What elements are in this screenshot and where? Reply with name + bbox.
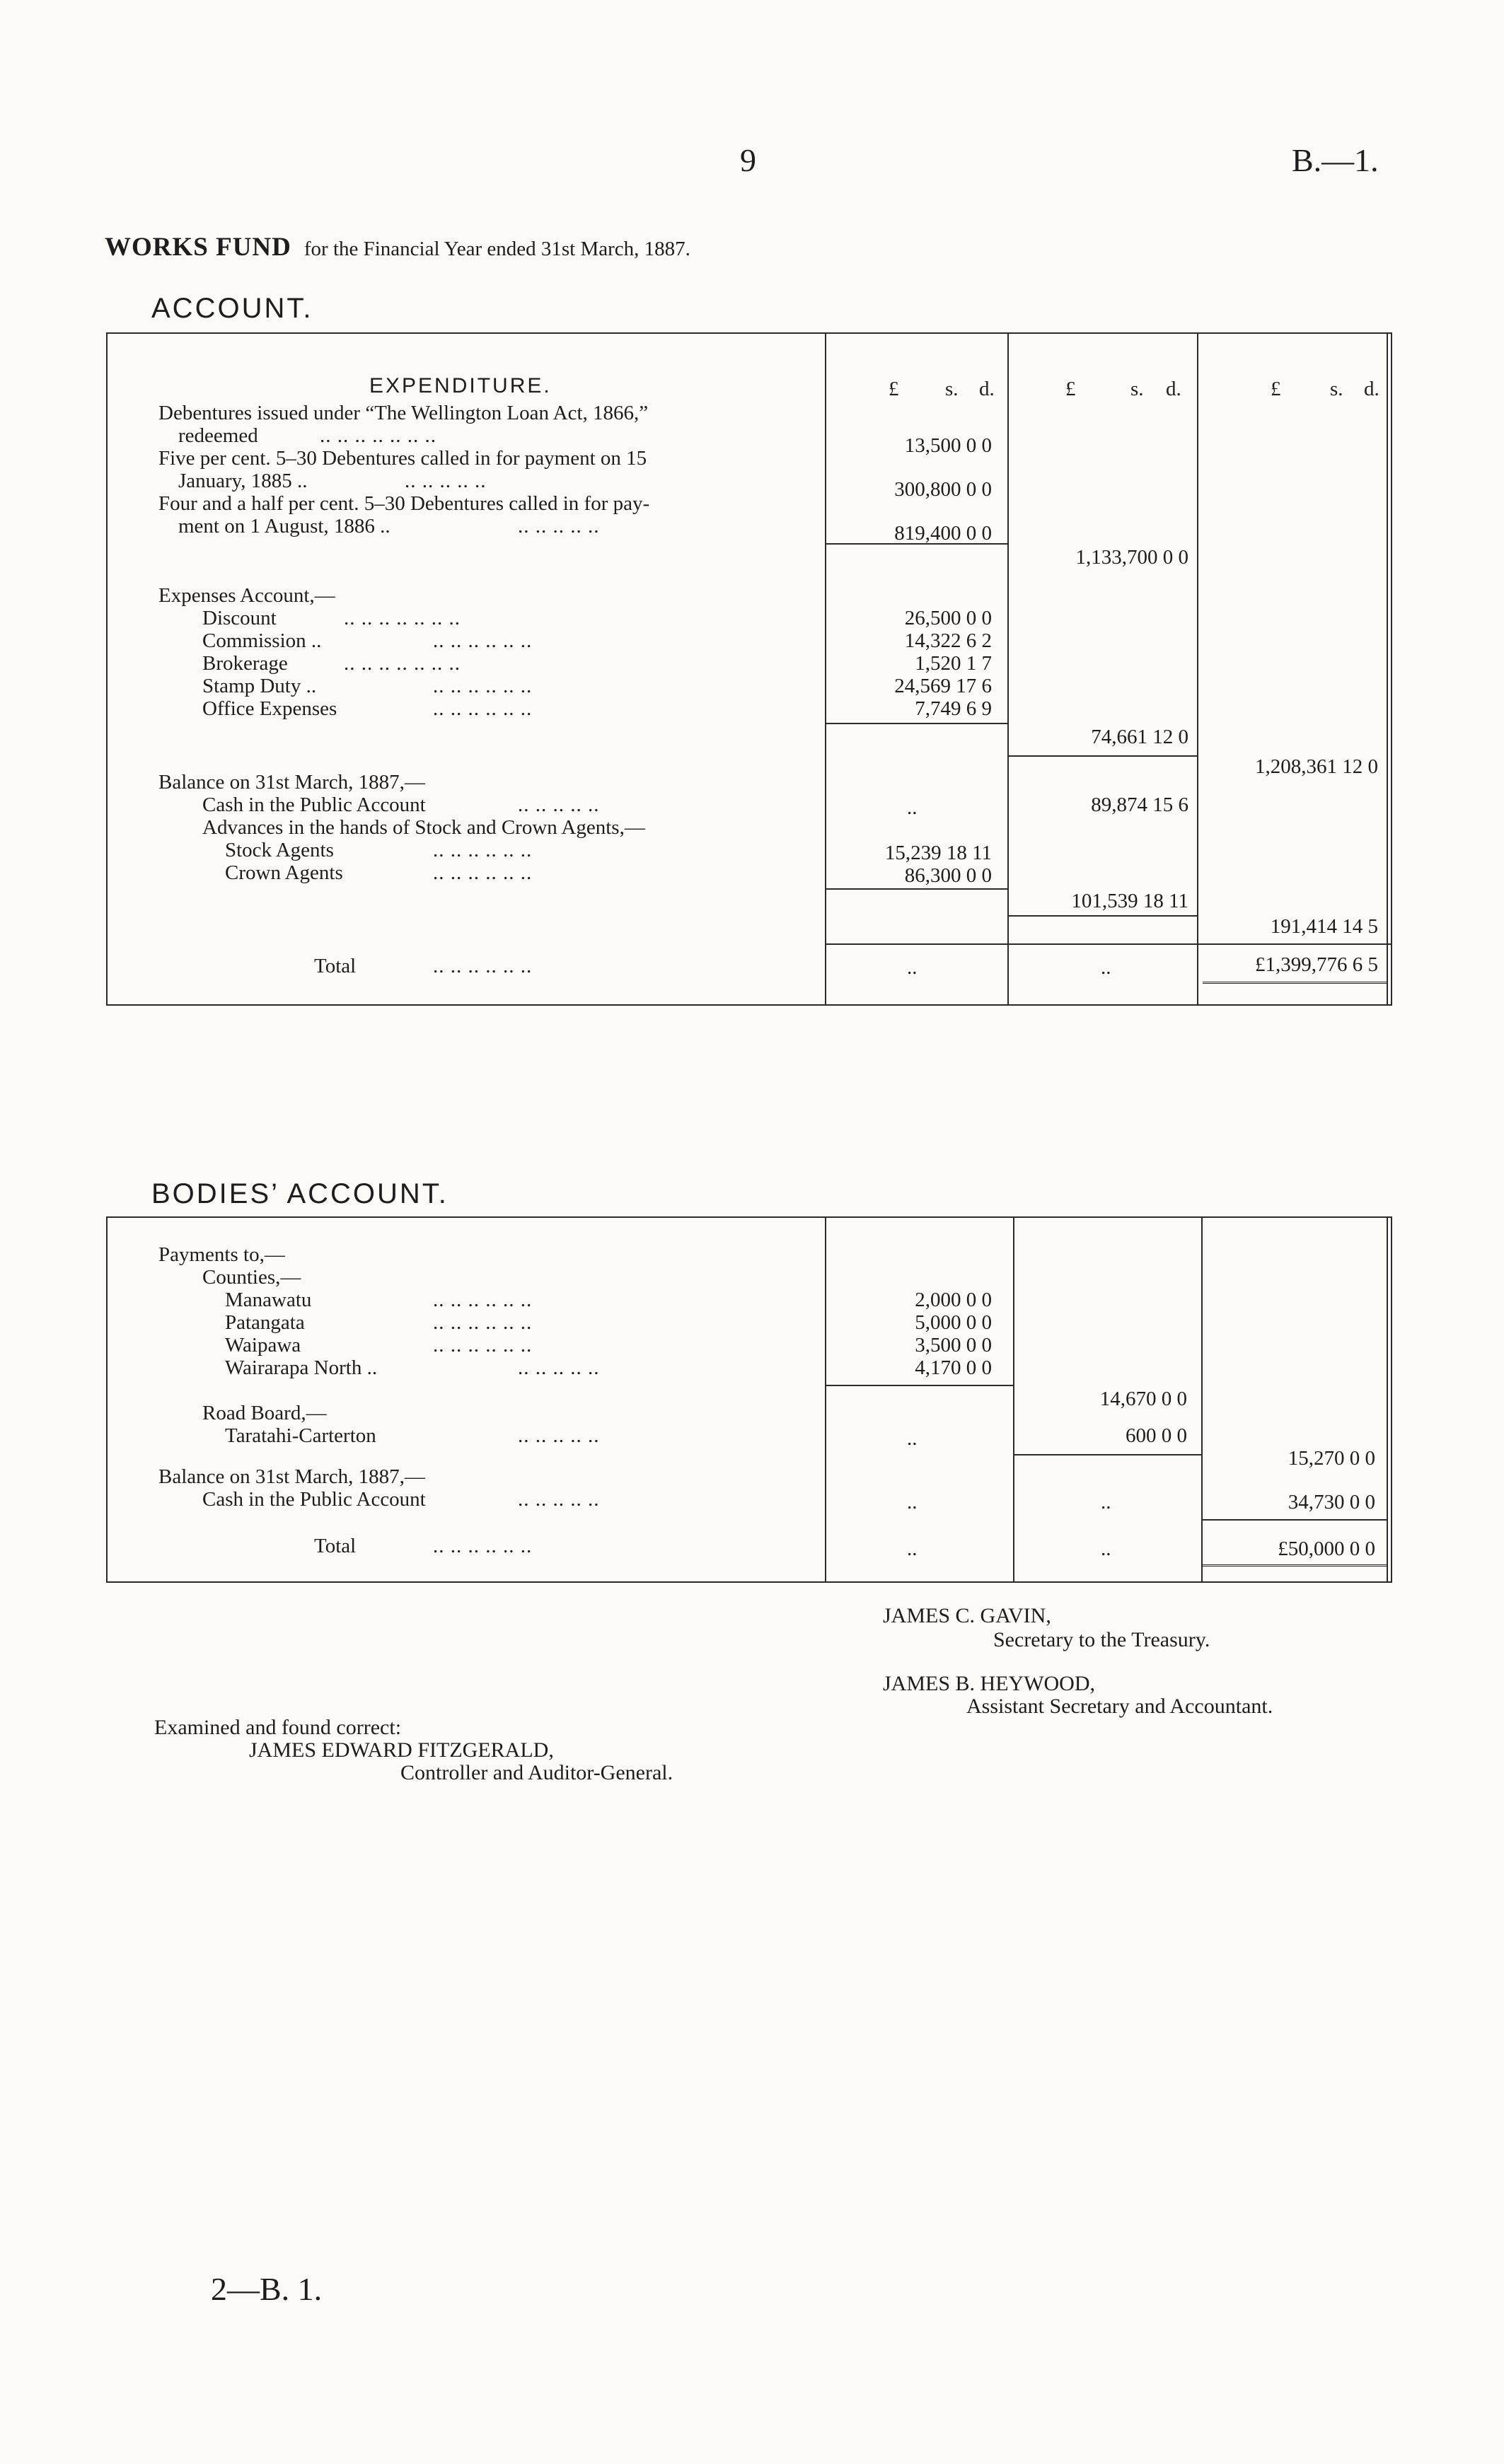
col3-pound: £ <box>1271 378 1281 400</box>
account-cash-value: 89,874 15 6 <box>1091 794 1188 816</box>
account-cash-dots: .. <box>907 796 918 819</box>
debentures-2-line-b: January, 1885 .. <box>178 470 308 492</box>
bodies-total-label: Total <box>314 1535 357 1557</box>
bodies-account-heading: BODIES’ ACCOUNT. <box>151 1178 449 1209</box>
expenses-subtotal: 74,661 12 0 <box>1091 726 1188 748</box>
col2-pence: d. <box>1166 378 1181 400</box>
debentures-1-line-a: Debentures issued under “The Wellington Loan Act, 1866,” <box>158 402 649 424</box>
balance-total: 191,414 14 5 <box>1270 915 1378 938</box>
fitzgerald-title: Controller and Auditor-General. <box>400 1761 673 1784</box>
waipawa-value: 3,500 0 0 <box>915 1334 992 1356</box>
debentures-1-line-b: redeemed <box>178 424 258 447</box>
works-fund-account-table: EXPENDITURE. £ s. d. £ s. d. £ s. d. Debentures issued under “The Wellington Loan Act, 1866,” redeemed .. .. .. .. .. .. .. 13,500 0 0 Five per cent. 5–30 Debentures called in for payment on 15 January, 1885 .. .. .. .. .. .. 300,800 0 0 Four and a half per cent. 5–30 Debentures called in for pay- ment on 1 August, 1886 .. .. .. .. .. .. 819,400 0 0 1,133,700 0 0 Expenses Account,— Discount .. .. .. .. .. .. .. 26,500 0 0 Commission .. .. .. .. .. .. .. 14,322 6 2 Brokerage .. .. .. .. .. .. .. 1,520 1 7 Stamp Duty .. .. .. .. .. .. .. 24,569 17 6 Office Expenses .. .. .. .. .. .. 7,749 6 9 74,661 12 0 1,208,361 12 0 Balance on 31st March, 1887,— Cash in the Public Account .. .. .. .. .. .. 89,874 15 6 Advances in the hands of Stock and Crown Agents,— Stock Agents .. .. .. .. .. .. 15,239 18 11 Crown Agents .. .. .. .. .. .. 86,300 0 0 101,539 18 11 191,414 14 5 Total .. .. .. .. .. .. .. .. £1,399,776 6 5 <box>106 332 1392 1006</box>
heywood-title: Assistant Secretary and Accountant. <box>966 1695 1273 1718</box>
account-cash-label: Cash in the Public Account <box>202 794 426 816</box>
debentures-2-line-a: Five per cent. 5–30 Debentures called in for payment on 15 <box>158 447 647 470</box>
fund-title-period: for the Financial Year ended 31st March, 1887. <box>303 238 690 260</box>
expenditure-label: EXPENDITURE. <box>369 374 552 397</box>
office-expenses-label: Office Expenses <box>202 697 337 720</box>
brokerage-label: Brokerage <box>202 652 288 675</box>
taratahi-carterton-value: 600 0 0 <box>1126 1424 1187 1447</box>
debentures-3-value: 819,400 0 0 <box>894 522 992 545</box>
manawatu-value: 2,000 0 0 <box>915 1289 992 1311</box>
debentures-2-value: 300,800 0 0 <box>894 478 992 501</box>
page-number: 9 <box>740 142 756 178</box>
taratahi-carterton-label: Taratahi-Carterton <box>225 1424 376 1447</box>
advances-label: Advances in the hands of Stock and Crown Agents,— <box>202 816 645 839</box>
office-expenses-value: 7,749 6 9 <box>915 697 992 720</box>
fund-title <box>105 232 690 262</box>
counties-heading: Counties,— <box>202 1266 301 1289</box>
col3-pence: d. <box>1364 378 1379 400</box>
col2-shilling: s. <box>1130 378 1144 400</box>
expenditure-total: 1,208,361 12 0 <box>1255 755 1378 778</box>
bodies-cash-dots-2: .. <box>1101 1491 1111 1513</box>
payments-heading: Payments to,— <box>158 1243 285 1266</box>
payments-total: 15,270 0 0 <box>1288 1447 1375 1470</box>
debentures-subtotal: 1,133,700 0 0 <box>1075 546 1188 569</box>
bodies-account-table: Payments to,— Counties,— Manawatu .. .. .. .. .. .. 2,000 0 0 Patangata .. .. .. .. .. .. 5,000 0 0 Waipawa .. .. .. .. .. .. 3,500 0 0 Wairarapa North .. .. .. .. .. .. 4,170 0 0 14,670 0 0 Road Board,— Taratahi-Carterton .. .. .. .. .. .. 600 0 0 15,270 0 0 Balance on 31st March, 1887,— Cash in the Public Account .. .. .. .. .. .. .. 34,730 0 0 Total .. .. .. .. .. .. .. .. £50,000 0 0 <box>106 1216 1392 1583</box>
account-heading: ACCOUNT. <box>151 293 313 324</box>
expenses-heading: Expenses Account,— <box>158 584 335 607</box>
account-total-dots-2: .. <box>1101 956 1111 979</box>
gavin-title: Secretary to the Treasury. <box>993 1628 1210 1651</box>
document-reference: B.—1. <box>1292 142 1379 178</box>
bodies-total-value: £50,000 0 0 <box>1278 1538 1375 1560</box>
debentures-1-value: 13,500 0 0 <box>904 434 992 457</box>
examined-statement: Examined and found correct: <box>154 1716 402 1739</box>
taratahi-dots: .. <box>907 1427 918 1450</box>
manawatu-label: Manawatu <box>225 1289 312 1311</box>
debentures-3-line-b: ment on 1 August, 1886 .. <box>178 515 391 537</box>
page-footer-signature: 2—B. 1. <box>211 2271 323 2307</box>
discount-label: Discount <box>202 607 277 629</box>
patangata-label: Patangata <box>225 1311 305 1334</box>
account-total-dots-1: .. <box>907 956 918 979</box>
fund-title-bold: WORKS FUND <box>105 233 291 262</box>
commission-label: Commission .. <box>202 629 322 652</box>
stock-agents-value: 15,239 18 11 <box>884 842 992 864</box>
road-board-heading: Road Board,— <box>202 1402 327 1424</box>
gavin-name: JAMES C. GAVIN, <box>883 1604 1051 1627</box>
account-balance-heading: Balance on 31st March, 1887,— <box>158 771 425 794</box>
counties-subtotal: 14,670 0 0 <box>1099 1388 1187 1410</box>
waipawa-label: Waipawa <box>225 1334 301 1356</box>
bodies-cash-label: Cash in the Public Account <box>202 1488 426 1511</box>
stamp-duty-value: 24,569 17 6 <box>894 675 992 697</box>
brokerage-value: 1,520 1 7 <box>915 652 992 675</box>
bodies-cash-value: 34,730 0 0 <box>1288 1491 1375 1513</box>
col1-pound: £ <box>889 378 899 400</box>
bodies-balance-heading: Balance on 31st March, 1887,— <box>158 1465 425 1488</box>
account-total-label: Total <box>314 955 357 977</box>
col1-pence: d. <box>979 378 995 400</box>
crown-agents-label: Crown Agents <box>225 861 343 884</box>
stock-agents-label: Stock Agents <box>225 839 334 861</box>
debentures-3-line-a: Four and a half per cent. 5–30 Debentures called in for pay- <box>158 492 650 515</box>
wairarapa-north-value: 4,170 0 0 <box>915 1356 992 1379</box>
bodies-total-dots-1: .. <box>907 1538 918 1560</box>
fitzgerald-name: JAMES EDWARD FITZGERALD, <box>249 1738 554 1762</box>
wairarapa-north-label: Wairarapa North .. <box>225 1356 378 1379</box>
col3-shilling: s. <box>1330 378 1343 400</box>
patangata-value: 5,000 0 0 <box>915 1311 992 1334</box>
heywood-name: JAMES B. HEYWOOD, <box>883 1672 1095 1695</box>
bodies-cash-dots-1: .. <box>907 1491 918 1513</box>
stamp-duty-label: Stamp Duty .. <box>202 675 317 697</box>
agents-subtotal: 101,539 18 11 <box>1071 890 1188 912</box>
commission-value: 14,322 6 2 <box>904 629 992 652</box>
crown-agents-value: 86,300 0 0 <box>904 864 992 887</box>
col1-shilling: s. <box>945 378 959 400</box>
discount-value: 26,500 0 0 <box>904 607 992 629</box>
bodies-total-dots-2: .. <box>1101 1538 1111 1560</box>
col2-pound: £ <box>1065 378 1076 400</box>
account-grand-total: £1,399,776 6 5 <box>1255 953 1378 976</box>
